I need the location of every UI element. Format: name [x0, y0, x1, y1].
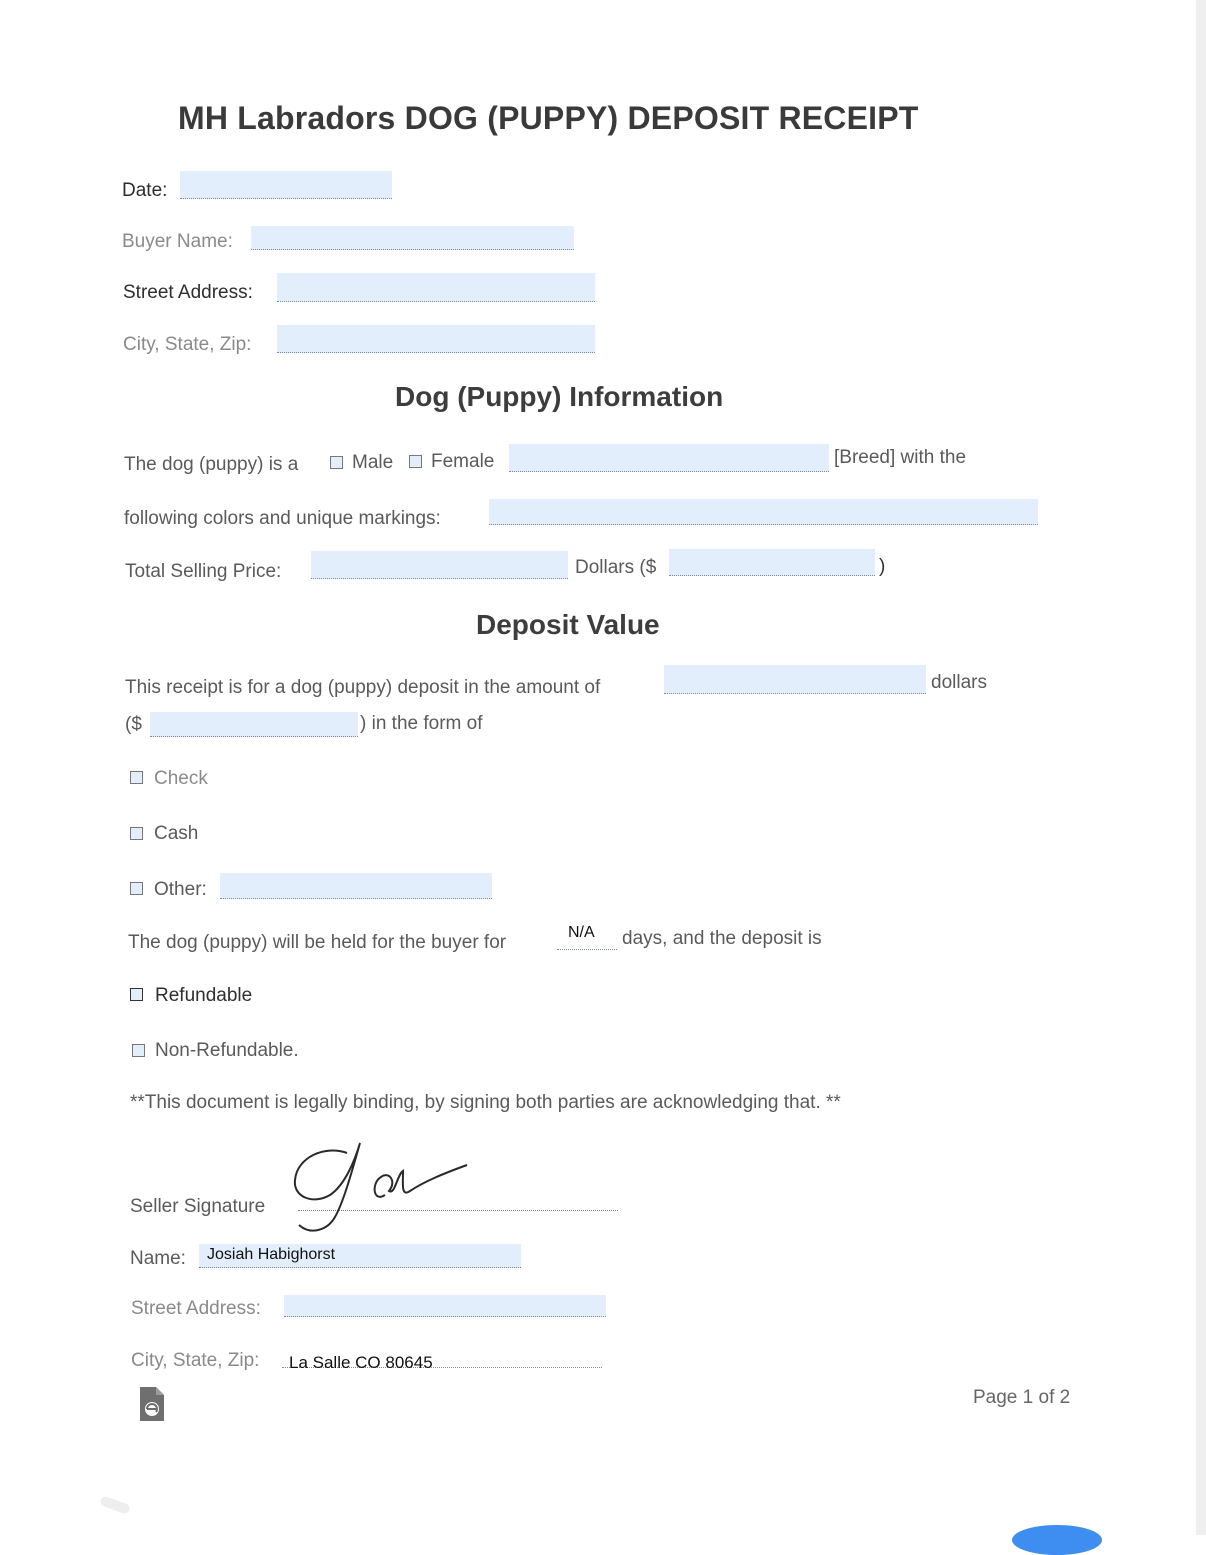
buyer-name-label: Buyer Name: [122, 231, 233, 252]
seller-city-field[interactable] [282, 1346, 602, 1372]
markings-field[interactable] [489, 499, 1038, 525]
legal-note: **This document is legally binding, by signing both parties are acknowledging that. ** [130, 1092, 841, 1113]
seller-name-value: Josiah Habighorst [207, 1246, 336, 1263]
seller-name-label: Name: [130, 1248, 186, 1269]
deposit-amount-text: This receipt is for a dog (puppy) deposit in the amount of [125, 677, 601, 698]
seller-street-label: Street Address: [131, 1298, 261, 1319]
buyer-city-field[interactable] [277, 325, 595, 353]
female-label: Female [431, 451, 495, 472]
handwritten-signature [285, 1135, 475, 1240]
cash-checkbox[interactable] [130, 827, 143, 840]
date-label: Date: [122, 180, 168, 201]
check-label: Check [154, 768, 208, 789]
held-text: The dog (puppy) will be held for the buyer for [128, 932, 507, 953]
check-checkbox[interactable] [130, 771, 143, 784]
buyer-name-field[interactable] [251, 226, 574, 250]
document-title: MH Labradors DOG (PUPPY) DEPOSIT RECEIPT [178, 100, 919, 136]
seller-name-field[interactable] [199, 1244, 521, 1268]
price-label: Total Selling Price: [125, 561, 282, 582]
dog-intro-text: The dog (puppy) is a [124, 454, 299, 475]
other-field[interactable] [220, 873, 492, 899]
buyer-street-label: Street Address: [123, 282, 253, 303]
price-close-paren: ) [879, 556, 886, 577]
deposit-amount-words-field[interactable] [664, 665, 926, 694]
held-days-field[interactable] [557, 922, 617, 950]
cash-label: Cash [154, 823, 199, 844]
markings-label: following colors and unique markings: [124, 508, 441, 529]
refundable-checkbox[interactable] [130, 988, 143, 1001]
female-checkbox[interactable] [409, 455, 422, 468]
refundable-label: Refundable [155, 985, 253, 1006]
non-refundable-label: Non-Refundable. [155, 1040, 299, 1061]
buyer-city-label: City, State, Zip: [123, 334, 252, 355]
buyer-street-field[interactable] [277, 273, 595, 302]
seller-signature-label: Seller Signature [130, 1196, 266, 1217]
seller-city-label: City, State, Zip: [131, 1350, 260, 1371]
breed-field[interactable] [509, 444, 829, 472]
non-refundable-checkbox[interactable] [132, 1044, 145, 1057]
date-field[interactable] [180, 171, 392, 199]
price-amount-field[interactable] [669, 549, 875, 576]
held-suffix: days, and the deposit is [622, 928, 822, 949]
page-edge [1196, 0, 1206, 1535]
dollars-label: Dollars ($ [575, 557, 657, 578]
price-words-field[interactable] [311, 551, 568, 579]
document-icon [138, 1385, 166, 1423]
other-checkbox[interactable] [130, 882, 143, 895]
held-days-value: N/A [568, 924, 595, 941]
male-checkbox[interactable] [330, 456, 343, 469]
scroll-button-edge[interactable] [1012, 1525, 1102, 1555]
deposit-amount-field[interactable] [150, 712, 358, 737]
seller-street-field[interactable] [284, 1295, 606, 1317]
deposit-dollars-label: dollars [931, 672, 987, 693]
male-label: Male [352, 452, 394, 473]
breed-suffix: [Breed] with the [834, 447, 967, 468]
deposit-open-paren: ($ [125, 714, 142, 735]
scan-smudge [99, 1495, 131, 1515]
form-of-text: ) in the form of [360, 713, 483, 734]
deposit-heading: Deposit Value [476, 609, 660, 640]
page-number: Page 1 of 2 [973, 1387, 1071, 1408]
dog-info-heading: Dog (Puppy) Information [395, 381, 724, 412]
seller-city-value: La Salle CO 80645 [289, 1353, 433, 1372]
other-label: Other: [154, 879, 207, 900]
